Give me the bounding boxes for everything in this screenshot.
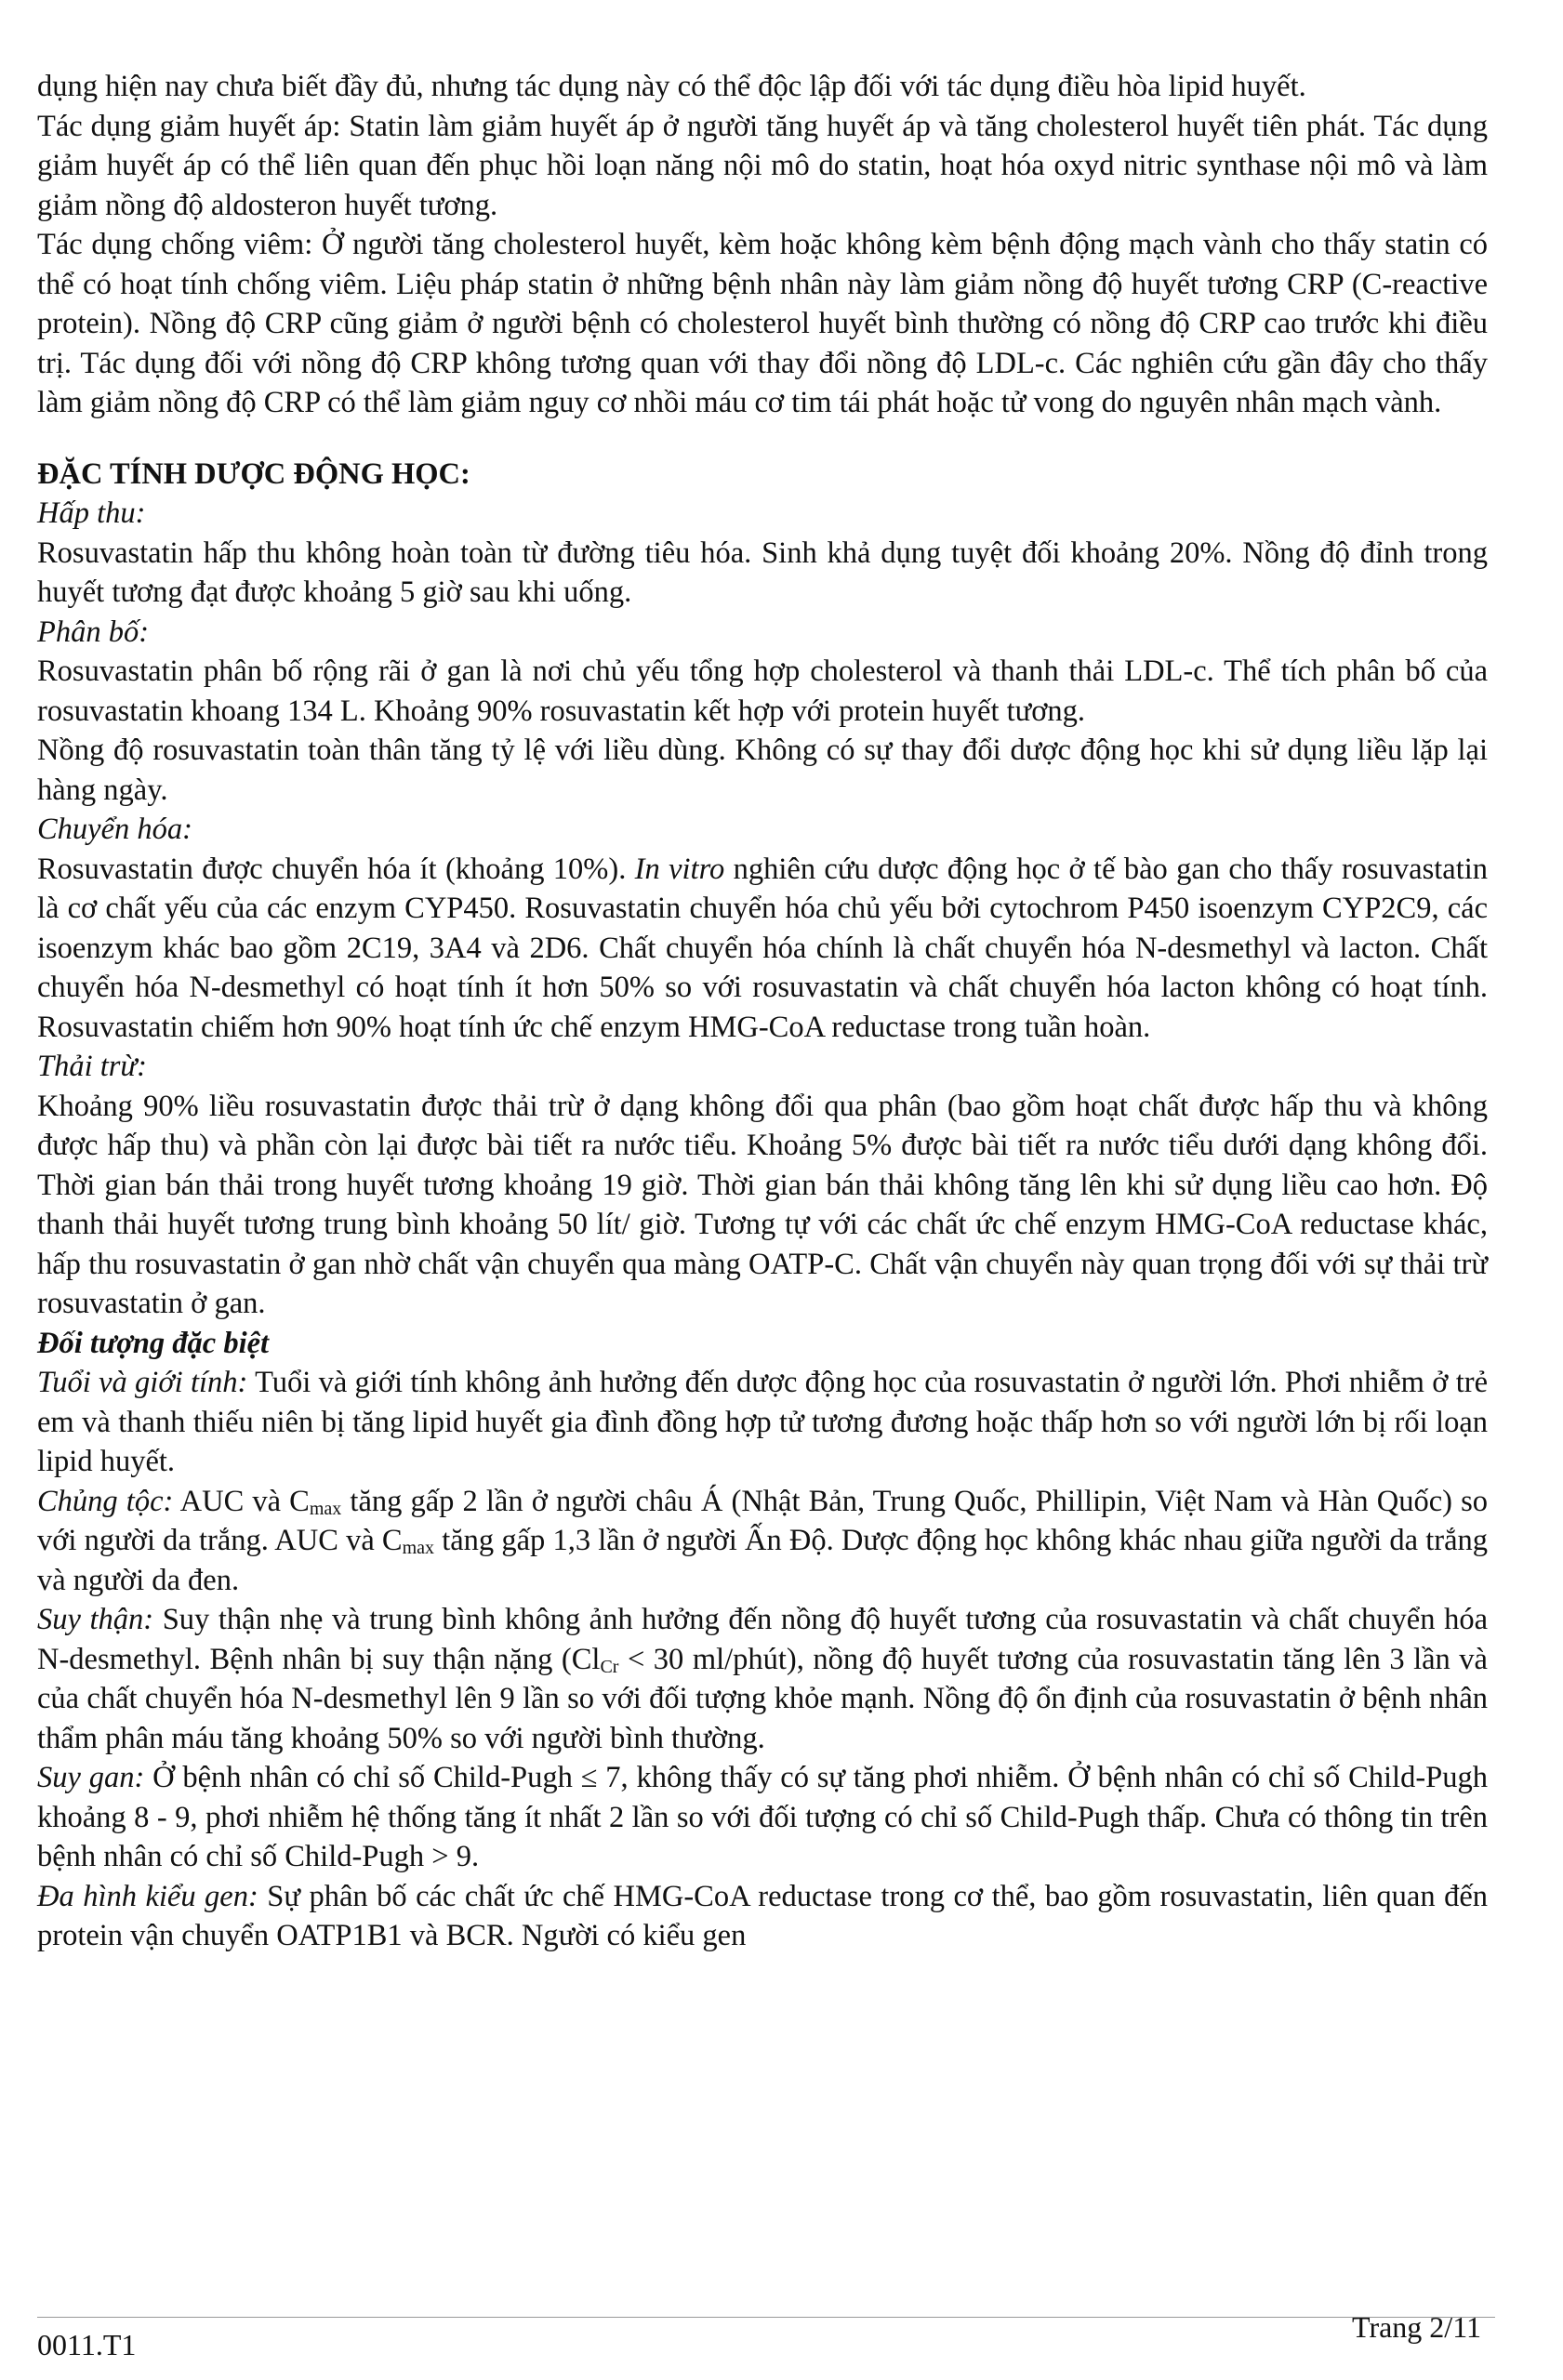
paragraph-blood-pressure-effect: Tác dụng giảm huyết áp: Statin làm giảm huyết áp ở người tăng huyết áp và tăng cholesterol huyết tiên phát. Tác dụng giảm huyết áp có thể liên quan đến phục hồi loạn năng nội mô do statin, hoạt hóa oxyd nitric synthase nội mô và làm giảm nồng độ aldosteron huyết tương. (37, 109, 1488, 222)
subheading-special-populations: Đối tượng đặc biệt (37, 1326, 270, 1360)
paragraph-race (37, 1482, 1488, 1601)
section-heading-pharmacokinetics: ĐẶC TÍNH DƯỢC ĐỘNG HỌC: (37, 456, 470, 491)
age-sex-text: Tuổi và giới tính không ảnh hưởng đến dược động học của rosuvastatin ở người lớn. Phơi nhiễm ở trẻ em và thanh thiếu niên bị tăng lipid huyết gia đình đồng hợp tử tương đương hoặc thấp hơn so với người lớn bị rối loạn lipid huyết. (37, 1366, 1488, 1478)
renal-sub: Cr (600, 1656, 619, 1677)
subheading-distribution: Phân bố: (37, 615, 150, 649)
race-label: Chủng tộc: (37, 1484, 174, 1518)
genotype-label: Đa hình kiểu gen: (37, 1879, 258, 1913)
paragraph-distribution-2: Nồng độ rosuvastatin toàn thân tăng tỷ lệ với liều dùng. Không có sự thay đổi dược động học khi sử dụng liều lặp lại hàng ngày. (37, 734, 1488, 807)
renal-label: Suy thận: (37, 1603, 154, 1636)
hepatic-text: Ở bệnh nhân có chỉ số Child-Pugh ≤ 7, không thấy có sự tăng phơi nhiễm. Ở bệnh nhân có chỉ số Child-Pugh khoảng 8 - 9, phơi nhiễm hệ thống tăng ít nhất 2 lần so với đối tượng có chỉ số Child-Pugh thấp. Chưa có thông tin trên bệnh nhân có chỉ số Child-Pugh > 9. (37, 1761, 1488, 1873)
footer-page-number: Trang 2/11 (1352, 2310, 1481, 2344)
paragraph-age-sex (37, 1363, 1488, 1482)
paragraph-antiinflammatory-effect: Tác dụng chống viêm: Ở người tăng cholesterol huyết, kèm hoặc không kèm bệnh động mạch vành cho thấy statin có thể có hoạt tính chống viêm. Liệu pháp statin ở những bệnh nhân này làm giảm nồng độ huyết tương CRP (C-reactive protein). Nồng độ CRP cũng giảm ở người bệnh có cholesterol huyết bình thường có nồng độ CRP cao trước khi điều trị. Tác dụng đối với nồng độ CRP không tương quan với thay đổi nồng độ LDL-c. Các nghiên cứu gần đây cho thấy làm giảm nồng độ CRP có thể làm giảm nguy cơ nhồi máu cơ tim tái phát hoặc tử vong do nguyên nhân mạch vành. (37, 228, 1488, 419)
hepatic-label: Suy gan: (37, 1761, 145, 1794)
race-sub-1: max (309, 1498, 342, 1519)
renal-text-2: < 30 ml/phút), nồng độ huyết tương của rosuvastatin tăng lên 3 lần và của chất chuyển hóa N-desmethyl lên 9 lần so với đối tượng khỏe mạnh. Nồng độ ổn định của rosuvastatin ở bệnh nhân thẩm phân máu tăng khoảng 50% so với người bình thường. (37, 1642, 1488, 1755)
subheading-absorption: Hấp thu: (37, 496, 146, 530)
renal-text-1: Suy thận nhẹ và trung bình không ảnh hưởng đến nồng độ huyết tương của rosuvastatin và chất chuyển hóa N-desmethyl. Bệnh nhân bị suy thận nặng (Cl (37, 1603, 1488, 1676)
document-page (37, 67, 1488, 1956)
subheading-elimination: Thải trừ: (37, 1050, 147, 1083)
section-gap (37, 423, 1488, 455)
paragraph-metabolism (37, 850, 1488, 1048)
subheading-metabolism: Chuyển hóa: (37, 813, 192, 846)
metabolism-text-a: Rosuvastatin được chuyển hóa ít (khoảng 10%). (37, 852, 635, 886)
paragraph-distribution-1: Rosuvastatin phân bố rộng rãi ở gan là nơi chủ yếu tổng hợp cholesterol và thanh thải LDL-c. Thể tích phân bố của rosuvastatin khoang 134 L. Khoảng 90% rosuvastatin kết hợp với protein huyết tương. (37, 654, 1488, 728)
paragraph-elimination: Khoảng 90% liều rosuvastatin được thải trừ ở dạng không đổi qua phân (bao gồm hoạt chất được hấp thu và không được hấp thu) và phần còn lại được bài tiết ra nước tiểu. Khoảng 5% được bài tiết ra nước tiểu dưới dạng không đổi. Thời gian bán thải trong huyết tương khoảng 19 giờ. Thời gian bán thải không tăng lên khi sử dụng liều cao hơn. Độ thanh thải huyết tương trung bình khoảng 50 lít/ giờ. Tương tự với các chất ức chế enzym HMG-CoA reductase khác, hấp thu rosuvastatin ở gan nhờ chất vận chuyển qua màng OATP-C. Chất vận chuyển này quan trọng đối với sự thải trừ rosuvastatin ở gan. (37, 1089, 1488, 1320)
footer-document-code: 0011.T1 (37, 2328, 137, 2361)
footer-divider (37, 2317, 1495, 2318)
paragraph-hepatic (37, 1758, 1488, 1877)
metabolism-in-vitro: In vitro (634, 852, 725, 886)
race-text-1: AUC và C (173, 1484, 310, 1518)
genotype-text: Sự phân bố các chất ức chế HMG-CoA reductase trong cơ thể, bao gồm rosuvastatin, liên quan đến protein vận chuyển OATP1B1 và BCR. Người có kiểu gen (37, 1879, 1488, 1952)
race-text-3: tăng gấp 1,3 lần ở người Ấn Độ. Dược động học không khác nhau giữa người da trắng và người da đen. (37, 1524, 1488, 1597)
race-text-2: tăng gấp 2 lần ở người châu Á (Nhật Bản, Trung Quốc, Phillipin, Việt Nam và Hàn Quốc) so với người da trắng. AUC và C (37, 1484, 1488, 1557)
metabolism-text-b: nghiên cứu dược động học ở tế bào gan cho thấy rosuvastatin là cơ chất yếu của các enzym CYP450. Rosuvastatin chuyển hóa chủ yếu bởi cytochrom P450 isoenzym CYP2C9, các isoenzym khác bao gồm 2C19, 3A4 và 2D6. Chất chuyển hóa chính là chất chuyển hóa N-desmethyl và lacton. Chất chuyển hóa N-desmethyl có hoạt tính ít hơn 50% so với rosuvastatin và chất chuyển hóa lacton không có hoạt tính. Rosuvastatin chiếm hơn 90% hoạt tính ức chế enzym HMG-CoA reductase trong tuần hoàn. (37, 852, 1489, 1044)
paragraph-intro: dụng hiện nay chưa biết đầy đủ, nhưng tác dụng này có thể độc lập đối với tác dụng điều hòa lipid huyết. (37, 70, 1306, 103)
age-sex-label: Tuổi và giới tính: (37, 1366, 248, 1399)
paragraph-renal (37, 1600, 1488, 1758)
race-sub-2: max (402, 1538, 435, 1558)
paragraph-absorption: Rosuvastatin hấp thu không hoàn toàn từ đường tiêu hóa. Sinh khả dụng tuyệt đối khoảng 20%. Nồng độ đỉnh trong huyết tương đạt được khoảng 5 giờ sau khi uống. (37, 536, 1488, 609)
paragraph-genotype (37, 1877, 1488, 1956)
